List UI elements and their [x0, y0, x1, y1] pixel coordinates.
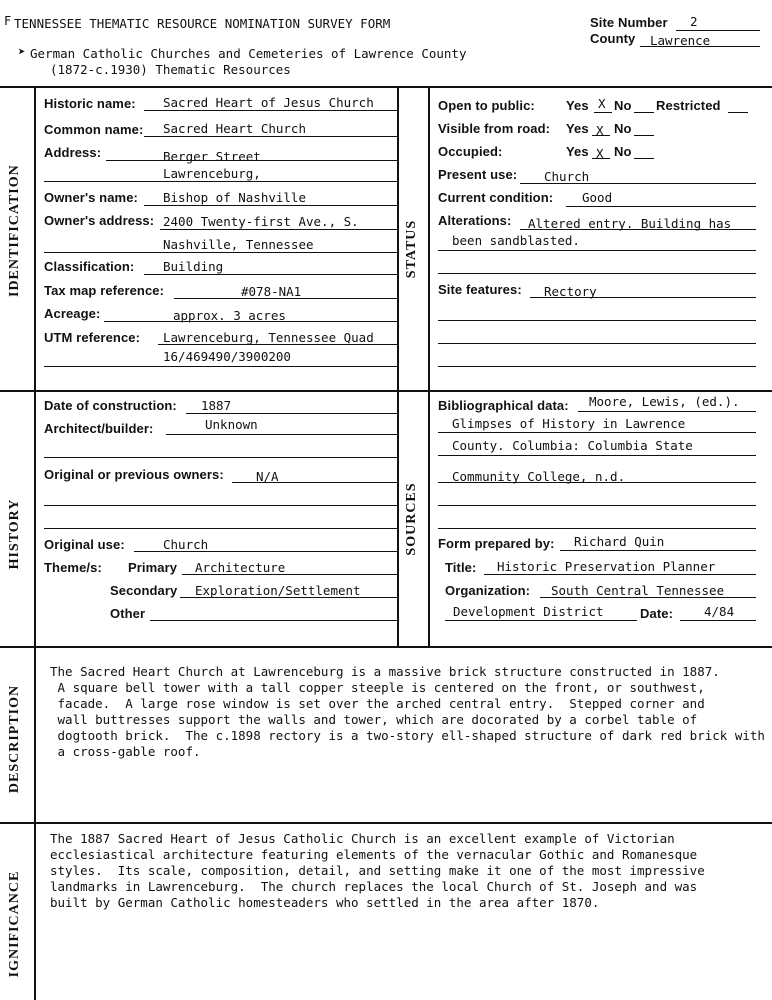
- alterations-line-1: Altered entry. Building has: [528, 216, 732, 231]
- visible-mark: X: [596, 123, 604, 138]
- organization-line-2: Development District: [453, 604, 604, 619]
- secondary-value: Exploration/Settlement: [195, 583, 361, 598]
- classification-label: Classification:: [44, 259, 135, 274]
- restricted-label: Restricted: [656, 98, 721, 113]
- address-line-2: Lawrenceburg,: [163, 166, 261, 181]
- visible-yes-label: Yes: [566, 121, 589, 136]
- biblio-line-3: County. Columbia: Columbia State: [452, 438, 693, 453]
- original-use-value: Church: [163, 537, 209, 552]
- prepared-by-label: Form prepared by:: [438, 536, 555, 551]
- organization-line-1: South Central Tennessee: [551, 583, 725, 598]
- original-use-label: Original use:: [44, 537, 125, 552]
- classification-value: Building: [163, 259, 224, 274]
- owner-address-line-2: Nashville, Tennessee: [163, 237, 314, 252]
- open-public-label: Open to public:: [438, 98, 535, 113]
- architect-label: Architect/builder:: [44, 421, 154, 436]
- section-history: HISTORY: [7, 498, 22, 570]
- condition-label: Current condition:: [438, 190, 554, 205]
- prepared-by-value: Richard Quin: [574, 534, 665, 549]
- site-number-label: Site Number: [590, 15, 668, 30]
- county-value: Lawrence: [650, 33, 711, 48]
- site-number-value: 2: [690, 14, 698, 29]
- visible-label: Visible from road:: [438, 121, 551, 136]
- acreage-value: approx. 3 acres: [173, 308, 286, 323]
- present-use-label: Present use:: [438, 167, 518, 182]
- historic-name-value: Sacred Heart of Jesus Church: [163, 95, 374, 110]
- tax-map-label: Tax map reference:: [44, 283, 165, 298]
- organization-label: Organization:: [445, 583, 531, 598]
- common-name-value: Sacred Heart Church: [163, 121, 306, 136]
- owner-name-label: Owner's name:: [44, 190, 138, 205]
- biblio-label: Bibliographical data:: [438, 398, 569, 413]
- utm-line-1: Lawrenceburg, Tennessee Quad: [163, 330, 374, 345]
- acreage-label: Acreage:: [44, 306, 101, 321]
- utm-label: UTM reference:: [44, 330, 141, 345]
- common-name-label: Common name:: [44, 122, 144, 137]
- county-label: County: [590, 31, 636, 46]
- occupied-yes-label: Yes: [566, 144, 589, 159]
- date-label: Date:: [640, 606, 674, 621]
- historic-name-label: Historic name:: [44, 96, 136, 111]
- biblio-line-2: Glimpses of History in Lawrence: [452, 416, 686, 431]
- owner-address-label: Owner's address:: [44, 213, 155, 228]
- condition-value: Good: [582, 190, 613, 205]
- title-value: Historic Preservation Planner: [497, 559, 716, 574]
- visible-no-label: No: [614, 121, 632, 136]
- owner-address-line-1: 2400 Twenty-first Ave., S.: [163, 214, 359, 229]
- address-label: Address:: [44, 145, 102, 160]
- themes-label: Theme/s:: [44, 560, 102, 575]
- utm-line-2: 16/469490/3900200: [163, 349, 291, 364]
- section-status: STATUS: [404, 219, 419, 279]
- primary-label: Primary: [128, 560, 178, 575]
- alterations-line-2: been sandblasted.: [452, 233, 580, 248]
- header-line-1: German Catholic Churches and Cemeteries of Lawrence County: [30, 46, 467, 61]
- previous-owners-value: N/A: [256, 469, 279, 484]
- address-line-1: Berger Street: [163, 149, 261, 164]
- construction-date-value: 1887: [201, 398, 232, 413]
- owner-name-value: Bishop of Nashville: [163, 190, 306, 205]
- section-description: DESCRIPTION: [7, 684, 22, 794]
- primary-value: Architecture: [195, 560, 286, 575]
- description-text: The Sacred Heart Church at Lawrenceburg is a massive brick structure constructed in 1887. A square bell tower with a tall copper steeple is centered on the front, or southwest, facade. A large rose window is set over the arched central entry. Stepped corner and wall buttresses support the walls and tower, which are docorated by a corbel table of dogtooth brick. The c.1898 rectory is a two-story ell-shaped structure of dark red brick with a cross-gable roof.: [50, 664, 765, 759]
- architect-value: Unknown: [205, 417, 258, 432]
- open-no-label: No: [614, 98, 632, 113]
- tax-map-value: #078-NA1: [241, 284, 302, 299]
- corner-mark: F: [4, 14, 12, 28]
- biblio-line-1: Moore, Lewis, (ed.).: [589, 394, 740, 409]
- occupied-no-label: No: [614, 144, 632, 159]
- biblio-line-4: Community College, n.d.: [452, 469, 626, 484]
- significance-text: The 1887 Sacred Heart of Jesus Catholic Church is an excellent example of Victorian ecclesiastical architecture featuring elements of the vernacular Gothic and Romanesque styles. Its scale, composition, detail, and setting make it one of the most impressive landmarks in Lawrenceburg. The church replaces the local Church of St. Joseph and was built by German Catholic homesteaders who settled in the area after 1870.: [50, 831, 705, 910]
- secondary-label: Secondary: [110, 583, 178, 598]
- site-features-label: Site features:: [438, 282, 522, 297]
- occupied-mark: X: [596, 146, 604, 161]
- date-value: 4/84: [704, 604, 735, 619]
- previous-owners-label: Original or previous owners:: [44, 467, 224, 482]
- site-features-value: Rectory: [544, 284, 597, 299]
- section-identification: IDENTIFICATION: [7, 164, 22, 297]
- present-use-value: Church: [544, 169, 590, 184]
- title-label: Title:: [445, 560, 477, 575]
- header-line-2: (1872-c.1930) Thematic Resources: [50, 62, 291, 77]
- section-sources: SOURCES: [404, 482, 419, 556]
- open-yes-label: Yes: [566, 98, 589, 113]
- open-mark: X: [598, 96, 606, 111]
- alterations-label: Alterations:: [438, 213, 512, 228]
- other-label: Other: [110, 606, 146, 621]
- arrow-icon: ➤: [18, 44, 26, 59]
- form-title: TENNESSEE THEMATIC RESOURCE NOMINATION SURVEY FORM: [14, 16, 391, 31]
- occupied-label: Occupied:: [438, 144, 503, 159]
- section-significance: IGNIFICANCE: [7, 870, 22, 978]
- construction-date-label: Date of construction:: [44, 398, 177, 413]
